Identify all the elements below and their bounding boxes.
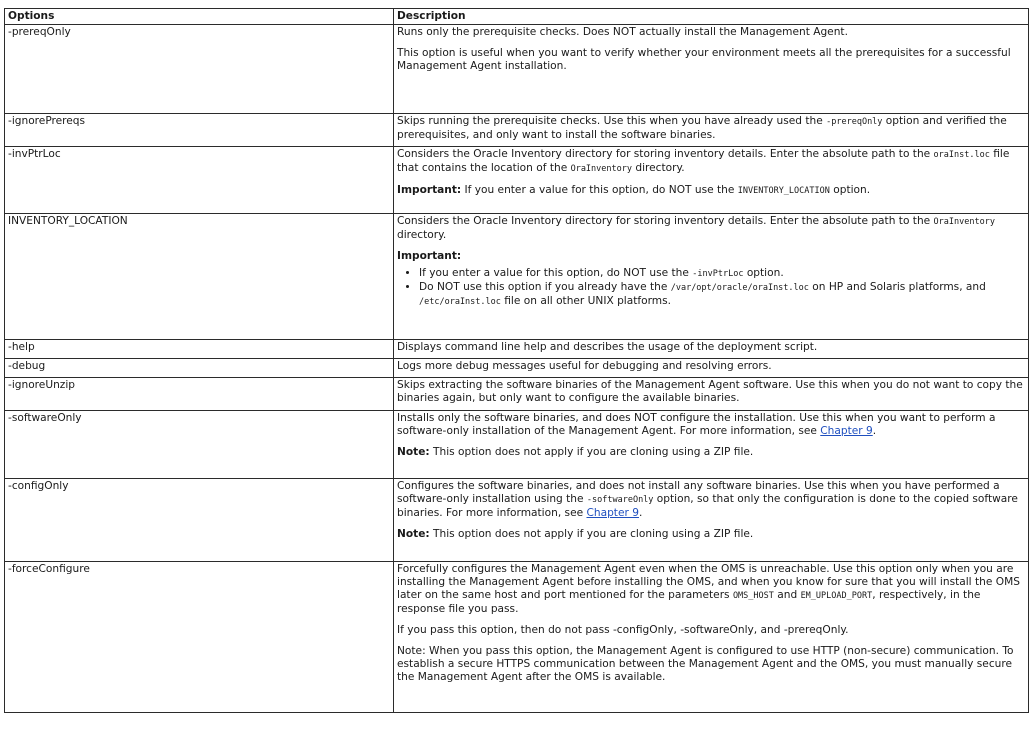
code-text: -invPtrLoc	[692, 269, 744, 279]
table-row	[5, 340, 1029, 359]
code-text: INVENTORY_LOCATION	[737, 186, 830, 196]
option-name: -forceConfigure	[5, 562, 394, 713]
code-text: OMS_HOST	[732, 591, 774, 601]
option-description	[394, 479, 1029, 562]
option-description: Skips extracting the software binaries of the Management Agent software. Use this when you do not want to copy the binaries again, but only want to configure the available binaries.	[394, 378, 1029, 411]
option-name: -softwareOnly	[5, 411, 394, 479]
code-text: /var/opt/oracle/oraInst.loc	[670, 283, 809, 293]
table-row	[5, 479, 1029, 562]
description-paragraph: Runs only the prerequisite checks. Does NOT actually install the Management Agent.	[397, 26, 848, 38]
note-label: Note:	[397, 446, 430, 458]
table-row	[5, 147, 1029, 214]
code-text: oraInst.loc	[933, 150, 990, 160]
description-paragraph: Note: When you pass this option, the Management Agent is configured to use HTTP (non-secure) communication. To establish a secure HTTPS communication between the Management Agent and the OMS, you must manually secure the Management Agent after the OMS is available.	[397, 645, 1014, 683]
text-run: and	[773, 589, 801, 601]
text-run: This option does not apply if you are cloning using a ZIP file.	[429, 528, 754, 540]
option-description: Logs more debug messages useful for debugging and resolving errors.	[394, 359, 1029, 378]
code-text: EM_UPLOAD_PORT	[800, 591, 873, 601]
text-run: directory.	[632, 162, 685, 174]
table-row	[5, 359, 1029, 378]
description-paragraph	[397, 115, 1025, 142]
table-row	[5, 562, 1029, 713]
important-bullet-list	[397, 267, 1025, 309]
text-run: Considers the Oracle Inventory directory for storing inventory details. Enter the absolute path to the	[397, 215, 934, 227]
text-run: option.	[829, 184, 871, 196]
code-text: OraInventory	[933, 217, 995, 227]
note-paragraph	[397, 446, 1025, 459]
description-paragraph	[397, 480, 1025, 520]
note-paragraph	[397, 528, 1025, 541]
text-run: option.	[743, 267, 784, 279]
text-run: on HP and Solaris platforms, and	[808, 281, 986, 293]
option-name: INVENTORY_LOCATION	[5, 214, 394, 340]
text-run: directory.	[397, 229, 447, 241]
description-paragraph	[397, 215, 1025, 242]
table-row	[5, 378, 1029, 411]
text-run: Installs only the software binaries, and does NOT configure the installation. Use this when you want to perform a software-only installation of the Management Agent. For more information, see	[397, 412, 996, 437]
option-name: -ignorePrereqs	[5, 114, 394, 147]
text-run: This option does not apply if you are cloning using a ZIP file.	[429, 446, 754, 458]
description-column-header: Description	[394, 9, 1029, 25]
note-label: Note:	[397, 528, 430, 540]
table-row	[5, 25, 1029, 114]
text-run: .	[638, 507, 643, 519]
option-name: -prereqOnly	[5, 25, 394, 114]
code-text: /etc/oraInst.loc	[419, 297, 501, 307]
text-run: option and verified the prerequisites, and only want to install the software binaries.	[397, 115, 1007, 141]
code-text: OraInventory	[570, 164, 632, 174]
chapter-9-link[interactable]: Chapter 9	[820, 425, 873, 437]
description-paragraph	[397, 412, 1025, 438]
description-paragraph	[397, 148, 1025, 176]
text-run: Considers the Oracle Inventory directory for storing inventory details. Enter the absolute path to the	[397, 148, 934, 160]
text-run: file that contains the location of the	[397, 148, 1010, 174]
table-row	[5, 214, 1029, 340]
list-item	[419, 267, 1025, 281]
text-run: option, so that only the configuration is done to the copied software binaries. For more information, see	[397, 493, 1018, 519]
code-text: -softwareOnly	[586, 495, 654, 505]
table-row	[5, 411, 1029, 479]
option-name: -debug	[5, 359, 394, 378]
text-run: Skips running the prerequisite checks. Use this when you have already used the	[397, 115, 827, 127]
text-run: , respectively, in the response file you pass.	[397, 589, 981, 615]
description-paragraph: This option is useful when you want to verify whether your environment meets all the prerequisites for a successful Management Agent installation.	[397, 47, 1011, 72]
option-name: -ignoreUnzip	[5, 378, 394, 411]
description-paragraph	[397, 563, 1025, 616]
text-run: Configures the software binaries, and does not install any software binaries. Use this when you have performed a software-only installation using the	[397, 480, 1000, 505]
option-description	[394, 411, 1029, 479]
description-paragraph: If you pass this option, then do not pass -configOnly, -softwareOnly, and -prereqOnly.	[397, 624, 849, 636]
code-text: -prereqOnly	[826, 117, 883, 127]
option-name: -configOnly	[5, 479, 394, 562]
important-paragraph	[397, 184, 1025, 198]
option-name: -help	[5, 340, 394, 359]
option-description	[394, 147, 1029, 214]
important-label: Important:	[397, 250, 462, 262]
option-description	[394, 25, 1029, 114]
table-row	[5, 114, 1029, 147]
text-run: .	[872, 425, 877, 437]
text-run: If you enter a value for this option, do NOT use the	[461, 184, 738, 196]
text-run: If you enter a value for this option, do NOT use the	[419, 267, 693, 279]
option-description	[394, 562, 1029, 713]
list-item	[419, 281, 1025, 309]
options-column-header: Options	[5, 9, 394, 25]
options-table	[4, 8, 1029, 713]
option-description	[394, 114, 1029, 147]
option-description	[394, 214, 1029, 340]
option-description: Displays command line help and describes the usage of the deployment script.	[394, 340, 1029, 359]
option-name: -invPtrLoc	[5, 147, 394, 214]
text-run: file on all other UNIX platforms.	[500, 295, 671, 307]
chapter-9-link[interactable]: Chapter 9	[586, 507, 639, 519]
table-header-row	[5, 9, 1029, 25]
important-paragraph	[397, 250, 1025, 263]
important-label: Important:	[397, 184, 462, 196]
text-run: Do NOT use this option if you already have the	[419, 281, 671, 293]
text-run: Forcefully configures the Management Agent even when the OMS is unreachable. Use this option only when you are installing the Management Agent before installing the OMS, and when you know for sure that you will install the OMS later on the same host and port mentioned for the parameters	[397, 563, 1020, 601]
